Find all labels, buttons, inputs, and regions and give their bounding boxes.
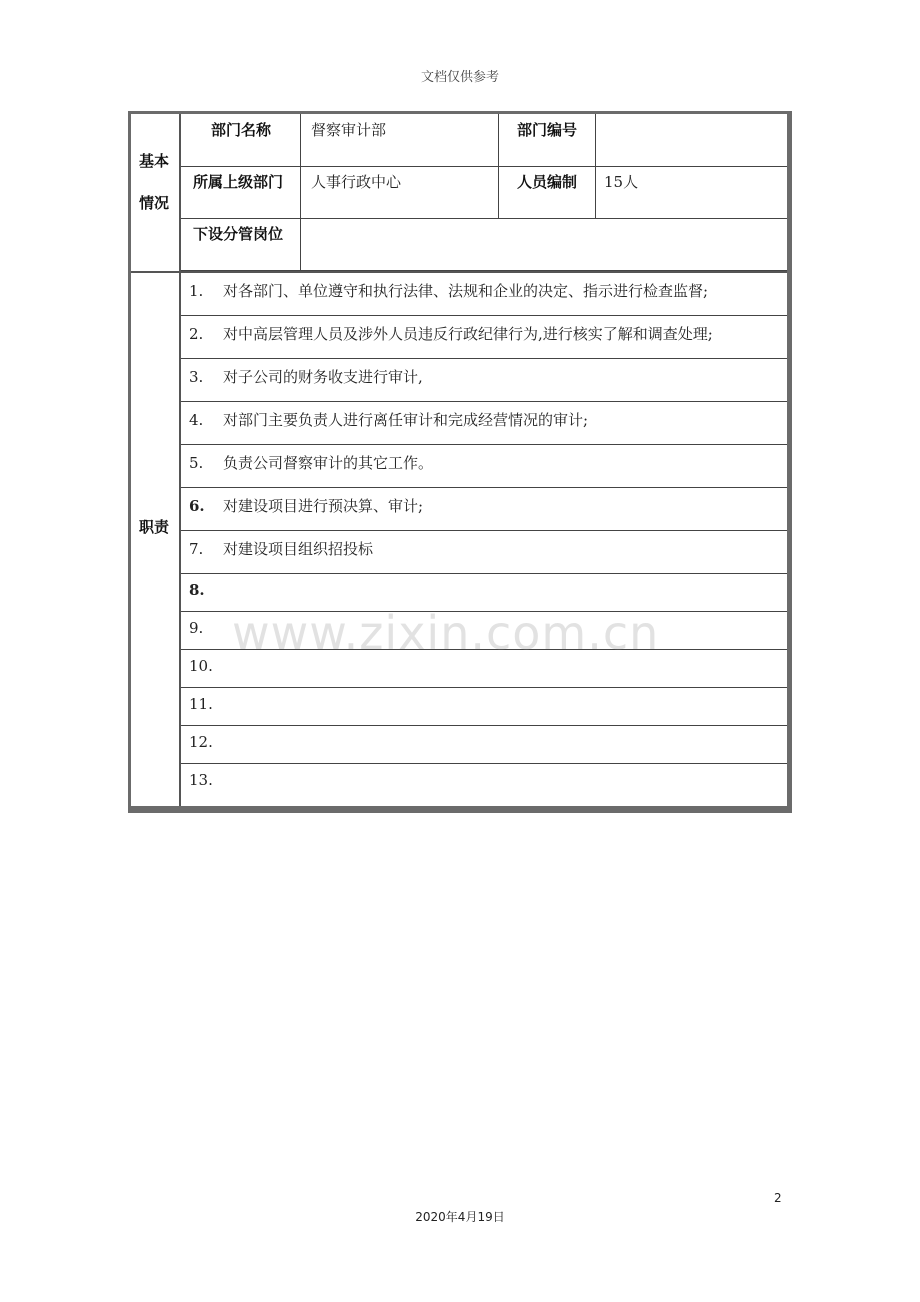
watermark: www.zixin.com.cn — [232, 606, 660, 660]
section-duties-label: 职责 — [139, 518, 170, 536]
duty-number: 12. — [189, 733, 213, 751]
duty-number: 2. — [189, 325, 204, 343]
duty-text: 对中高层管理人员及涉外人员违反行政纪律行为,进行核实了解和调查处理; — [223, 325, 713, 343]
duty-text: 对部门主要负责人进行离任审计和完成经营情况的审计; — [223, 411, 589, 429]
dept-name-value: 督察审计部 — [311, 121, 387, 139]
dept-code-value-cell — [596, 114, 787, 167]
duty-number: 5. — [189, 454, 204, 472]
sub-posts-label-cell — [181, 219, 301, 271]
duty-row-content — [189, 323, 713, 344]
table-body — [131, 114, 787, 806]
parent-dept-value: 人事行政中心 — [311, 173, 402, 191]
footer-date: 2020年4月19日 — [415, 1210, 505, 1224]
parent-dept-value-cell — [301, 167, 499, 219]
staffing-label: 人员编制 — [517, 173, 578, 191]
section-basic-label-line2: 情况 — [139, 194, 170, 212]
page-header: 文档仅供参考 — [420, 70, 499, 85]
duty-row-content — [189, 366, 423, 387]
duty-row-content — [189, 538, 373, 559]
duty-row-content — [189, 581, 223, 599]
duty-number: 1. — [189, 282, 204, 300]
department-table — [128, 111, 792, 813]
duty-number: 10. — [189, 657, 213, 675]
parent-dept-label-cell — [181, 167, 301, 219]
duty-number: 13. — [189, 771, 213, 789]
duty-row-content — [189, 695, 223, 713]
duty-number: 6. — [189, 497, 205, 515]
sub-posts-value-cell — [301, 219, 787, 271]
dept-name-label: 部门名称 — [211, 121, 272, 139]
dept-name-value-cell — [301, 114, 499, 167]
duty-row-content — [189, 452, 433, 473]
duty-number: 3. — [189, 368, 204, 386]
duty-row-content — [189, 733, 223, 751]
duty-number: 4. — [189, 411, 204, 429]
dept-code-label-cell — [499, 114, 596, 167]
sub-posts-label: 下设分管岗位 — [193, 225, 284, 243]
duty-number: 9. — [189, 619, 204, 637]
duty-row-content — [189, 619, 223, 637]
section-basic-label-line1: 基本 — [139, 152, 170, 170]
duty-row — [181, 764, 787, 806]
duty-text: 对各部门、单位遵守和执行法律、法规和企业的决定、指示进行检查监督; — [223, 282, 709, 300]
staffing-label-cell — [499, 167, 596, 219]
duty-row — [181, 488, 787, 531]
duty-text: 负责公司督察审计的其它工作。 — [223, 454, 434, 472]
duty-row — [181, 445, 787, 488]
duty-row-content — [189, 409, 588, 430]
duty-row — [181, 688, 787, 726]
parent-dept-label: 所属上级部门 — [193, 173, 284, 191]
page-number: 2 — [774, 1191, 782, 1205]
duty-row-content — [189, 495, 423, 516]
duty-row — [181, 726, 787, 764]
duty-row — [181, 531, 787, 574]
duty-text: 对子公司的财务收支进行审计, — [223, 368, 423, 386]
duty-row — [181, 359, 787, 402]
duty-number: 7. — [189, 540, 204, 558]
duty-number: 11. — [189, 695, 213, 713]
duty-text: 对建设项目进行预决算、审计; — [223, 497, 424, 515]
duty-row-content — [189, 771, 223, 789]
duty-row-content — [189, 280, 708, 301]
dept-name-label-cell — [181, 114, 301, 167]
staffing-value-cell — [596, 167, 787, 219]
duty-number: 8. — [189, 581, 205, 599]
dept-code-label: 部门编号 — [517, 121, 578, 139]
duty-row — [181, 402, 787, 445]
duty-row — [181, 316, 787, 359]
duty-row — [181, 273, 787, 316]
staffing-value: 15人 — [604, 173, 639, 191]
duty-row-content — [189, 657, 223, 675]
duty-text: 对建设项目组织招投标 — [223, 540, 374, 558]
